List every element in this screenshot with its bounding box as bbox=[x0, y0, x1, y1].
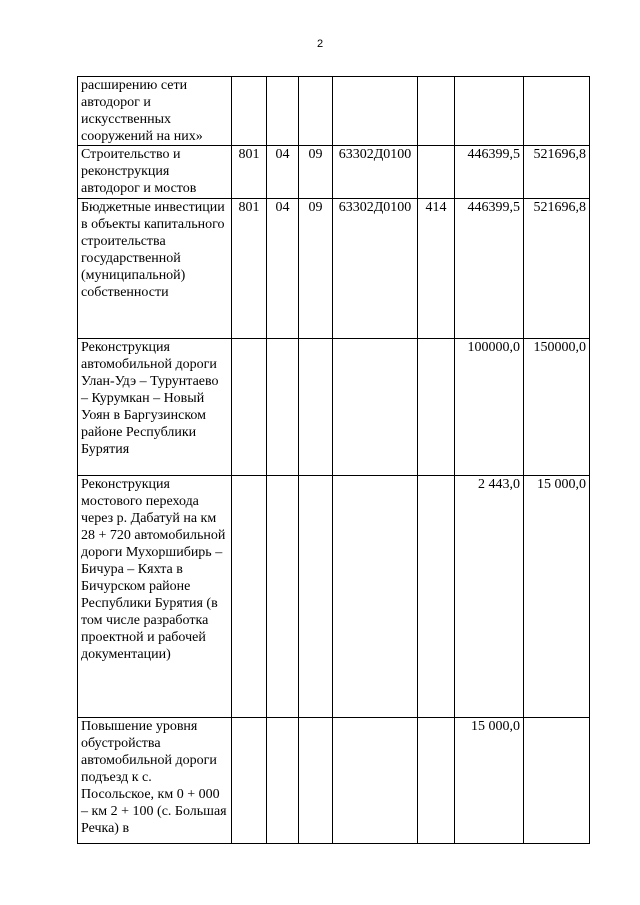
row-rz: 04 bbox=[267, 199, 299, 339]
row-csr bbox=[333, 718, 418, 844]
table-row bbox=[78, 718, 590, 844]
table-row bbox=[78, 339, 590, 476]
row-name: Повышение уровня обустройства автомобильной дороги подъезд к с. Посольское, км 0 + 000 – км 2 + 100 (с. Большая Речка) в bbox=[78, 718, 232, 844]
row-pr: 09 bbox=[299, 146, 333, 199]
row-rz bbox=[267, 718, 299, 844]
row-name: расширению сети автодорог и искусственных сооружений на них» bbox=[78, 77, 232, 146]
row-pr bbox=[299, 77, 333, 146]
table-row bbox=[78, 476, 590, 718]
row-sum-1: 446399,5 bbox=[455, 146, 524, 199]
row-csr bbox=[333, 339, 418, 476]
row-name: Реконструкция автомобильной дороги Улан-Удэ – Турунтаево – Курумкан – Новый Уоян в Баргузинском районе Республики Бурятия bbox=[78, 339, 232, 476]
row-vr bbox=[418, 339, 455, 476]
row-sum-2: 521696,8 bbox=[524, 199, 590, 339]
row-csr bbox=[333, 476, 418, 718]
row-grbs: 801 bbox=[232, 199, 267, 339]
row-name: Строительство и реконструкция автодорог и мостов bbox=[78, 146, 232, 199]
budget-table bbox=[77, 76, 590, 844]
row-rz bbox=[267, 77, 299, 146]
row-grbs: 801 bbox=[232, 146, 267, 199]
row-sum-1: 446399,5 bbox=[455, 199, 524, 339]
row-sum-1: 2 443,0 bbox=[455, 476, 524, 718]
row-sum-2: 150000,0 bbox=[524, 339, 590, 476]
row-grbs bbox=[232, 77, 267, 146]
row-name: Бюджетные инвестиции в объекты капитального строительства государственной (муниципальной) собственности bbox=[78, 199, 232, 339]
row-grbs bbox=[232, 476, 267, 718]
row-rz bbox=[267, 339, 299, 476]
row-csr bbox=[333, 77, 418, 146]
row-pr: 09 bbox=[299, 199, 333, 339]
row-sum-2: 521696,8 bbox=[524, 146, 590, 199]
table-row bbox=[78, 199, 590, 339]
row-sum-1: 15 000,0 bbox=[455, 718, 524, 844]
row-vr bbox=[418, 146, 455, 199]
row-grbs bbox=[232, 718, 267, 844]
row-pr bbox=[299, 339, 333, 476]
row-vr: 414 bbox=[418, 199, 455, 339]
table-row bbox=[78, 146, 590, 199]
row-vr bbox=[418, 77, 455, 146]
row-pr bbox=[299, 718, 333, 844]
row-rz bbox=[267, 476, 299, 718]
row-vr bbox=[418, 718, 455, 844]
row-sum-2 bbox=[524, 718, 590, 844]
row-sum-1: 100000,0 bbox=[455, 339, 524, 476]
row-csr: 63302Д0100 bbox=[333, 146, 418, 199]
row-csr: 63302Д0100 bbox=[333, 199, 418, 339]
row-grbs bbox=[232, 339, 267, 476]
row-pr bbox=[299, 476, 333, 718]
page-number: 2 bbox=[316, 38, 324, 50]
table-row bbox=[78, 77, 590, 146]
row-name: Реконструкция мостового перехода через р. Дабатуй на км 28 + 720 автомобильной дороги Мухоршибирь – Бичура – Кяхта в Бичурском районе Республики Бурятия (в том числе разработка проектной и рабочей документации) bbox=[78, 476, 232, 718]
row-vr bbox=[418, 476, 455, 718]
row-sum-2 bbox=[524, 77, 590, 146]
row-sum-2: 15 000,0 bbox=[524, 476, 590, 718]
row-rz: 04 bbox=[267, 146, 299, 199]
row-sum-1 bbox=[455, 77, 524, 146]
